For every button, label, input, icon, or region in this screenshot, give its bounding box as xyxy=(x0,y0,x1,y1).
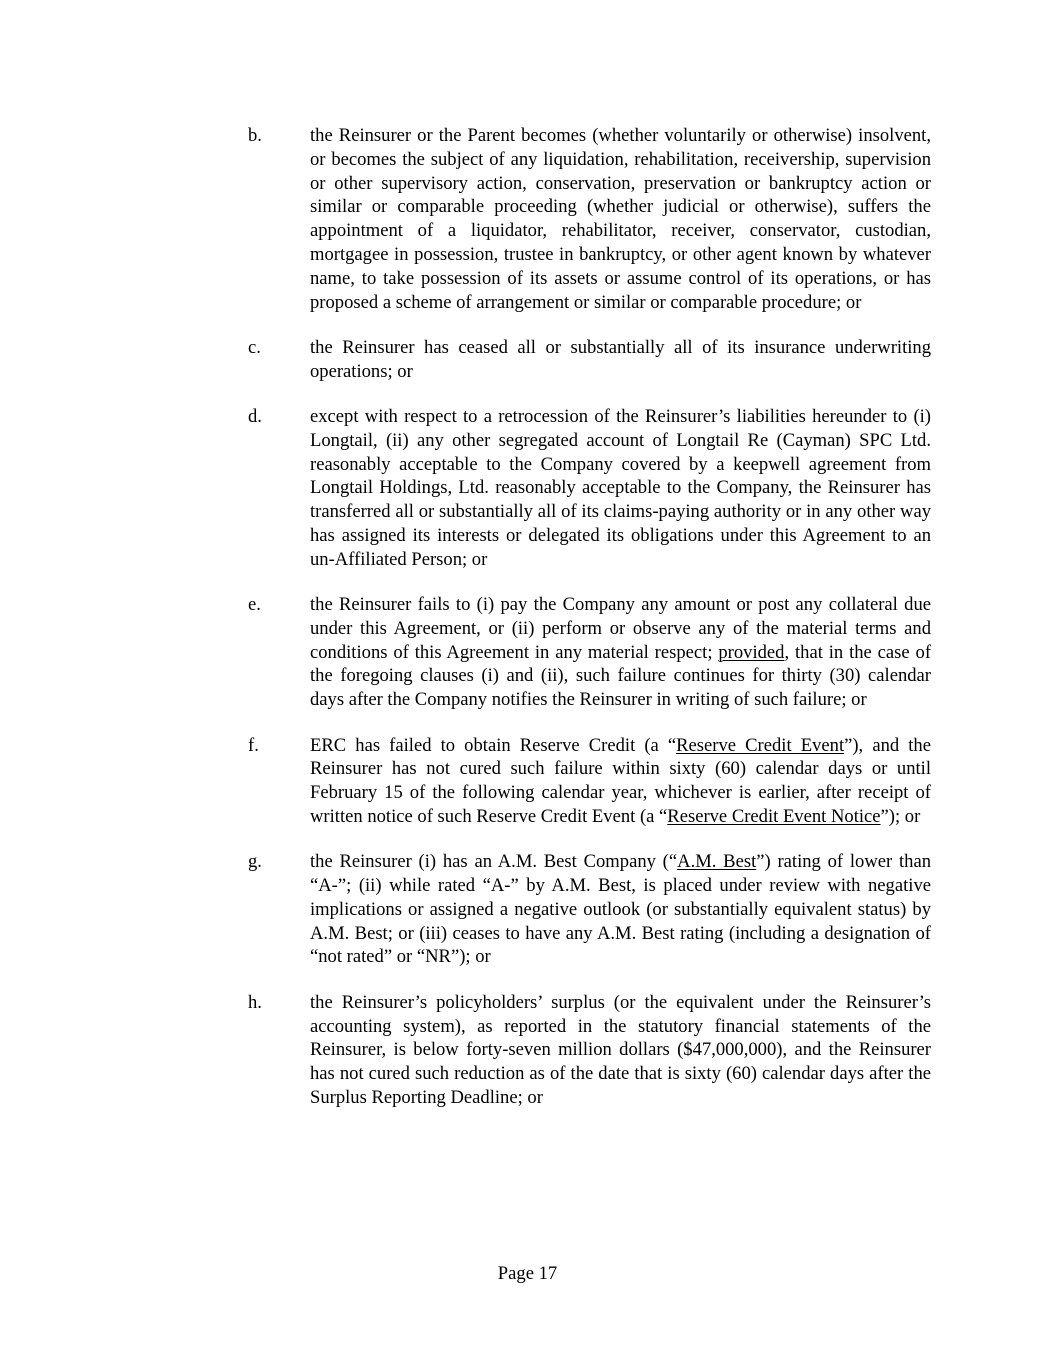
defined-term-reserve-credit-event: Reserve Credit Event xyxy=(676,734,845,756)
defined-term-am-best: A.M. Best xyxy=(677,851,757,873)
clause-h xyxy=(248,991,931,1110)
clause-letter: h. xyxy=(248,991,262,1013)
clause-text-part: the Reinsurer (i) has an A.M. Best Company (“ xyxy=(310,851,678,873)
clause-text-part: ERC has failed to obtain Reserve Credit (a “ xyxy=(310,734,677,756)
clause-text xyxy=(310,593,931,712)
clause-text-part: ”), and the Reinsurer has not cured such failure within sixty (60) calendar days or until February 15 of the following calendar year, whichever is earlier, after receipt of written notice of such Reserve Credit Event (a “ xyxy=(310,734,931,827)
clause-text-part: ”) rating of lower than “A-”; (ii) while rated “A-” by A.M. Best, is placed under review with negative implications or assigned a negative outlook (or substantially equivalent status) by A.M. Best; or (iii) ceases to have any A.M. Best rating (including a designation of “not rated” or “NR”); or xyxy=(310,851,931,968)
page-number: Page 17 xyxy=(497,1263,558,1284)
defined-term-reserve-credit-event-notice: Reserve Credit Event Notice xyxy=(667,805,881,827)
clause-text: the Reinsurer or the Parent becomes (whether voluntarily or otherwise) insolvent, or becomes the subject of any liquidation, rehabilitation, receivership, supervision or other supervisory action, conservation, preservation or bankruptcy action or similar or comparable proceeding (whether judicial or otherwise), suffers the appointment of a liquidator, rehabilitator, receiver, conservator, custodian, mortgagee in possession, trustee in bankruptcy, or other agent known by whatever name, to take possession of its assets or assume control of its operations, or has proposed a scheme of arrangement or similar or comparable procedure; or xyxy=(310,125,931,313)
clause-list xyxy=(248,124,931,1131)
clause-letter: c. xyxy=(248,336,261,358)
clause-f xyxy=(248,734,931,829)
clause-letter: e. xyxy=(248,594,261,616)
clause-text-part: , that in the case of the foregoing clauses (i) and (ii), such failure continues for thirty (30) calendar days after the Company notifies the Reinsurer in writing of such failure; or xyxy=(310,641,932,711)
clause-text: the Reinsurer’s policyholders’ surplus (or the equivalent under the Reinsurer’s accounting system), as reported in the statutory financial statements of the Reinsurer, is below forty-seven million dollars ($47,000,000), and the Reinsurer has not cured such reduction as of the date that is sixty (60) calendar days after the Surplus Reporting Deadline; or xyxy=(310,991,931,1108)
clause-letter: d. xyxy=(248,405,262,427)
clause-d xyxy=(248,405,931,572)
clause-text-part: the Reinsurer fails to (i) pay the Company any amount or post any collateral due under this Agreement, or (ii) perform or observe any of the material terms and conditions of this Agreement in any material respect; xyxy=(310,594,931,663)
clause-b xyxy=(248,124,931,314)
clause-letter: g. xyxy=(248,851,262,873)
clause-c xyxy=(248,336,931,384)
clause-letter: f. xyxy=(248,734,259,756)
clause-text: except with respect to a retrocession of the Reinsurer’s liabilities hereunder to (i) Longtail, (ii) any other segregated account of Longtail Re (Cayman) SPC Ltd. reasonably acceptable to the Company covered by a keepwell agreement from Longtail Holdings, Ltd. reasonably acceptable to the Company, the Reinsurer has transferred all or substantially all of its claims-paying authority or in any other way has assigned its interests or delegated its obligations under this Agreement to an un-Affiliated Person; or xyxy=(310,405,931,570)
clause-text xyxy=(310,734,931,829)
clause-text xyxy=(310,850,931,969)
defined-term-provided: provided xyxy=(718,641,785,663)
clause-letter: b. xyxy=(248,125,262,146)
clause-e xyxy=(248,593,931,712)
clause-text-part: ”); or xyxy=(880,805,921,827)
clause-g xyxy=(248,850,931,969)
clause-text: the Reinsurer has ceased all or substantially all of its insurance underwriting operations; or xyxy=(310,336,931,382)
